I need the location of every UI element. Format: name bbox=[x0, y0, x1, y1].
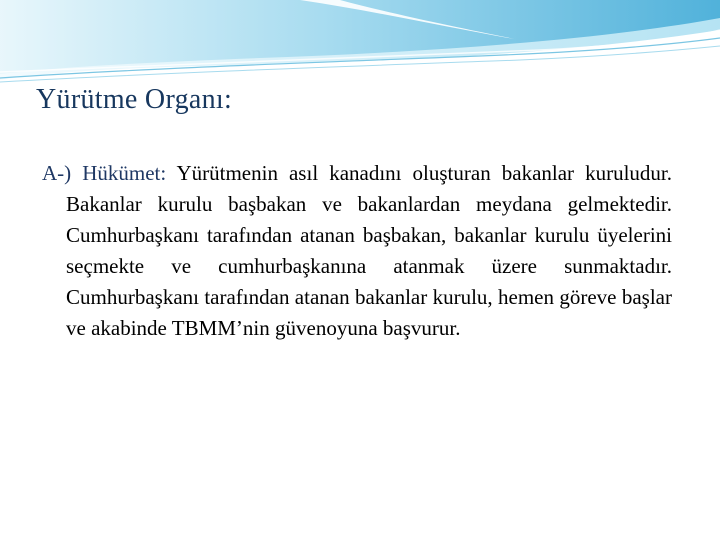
slide-title: Yürütme Organı: bbox=[36, 84, 233, 115]
wave-decoration bbox=[0, 0, 720, 90]
paragraph-text: Yürütmenin asıl kanadını oluşturan bakanlar kuruludur. Bakanlar kurulu başbakan ve bakanlardan meydana gelmektedir. Cumhurbaşkanı tarafından atanan başbakan, bakanlar kurulu üyelerini seçmekte ve cumhurbaşkanına atanmak üzere sunmaktadır. Cumhurbaşkanı tarafından atanan bakanlar kurulu, hemen göreve başlar ve akabinde TBMM’nin güvenoyuna başvurur. bbox=[66, 161, 672, 340]
term-label: Hükümet: bbox=[82, 161, 167, 185]
list-prefix: A-) bbox=[42, 161, 83, 185]
body-paragraph bbox=[42, 158, 672, 344]
